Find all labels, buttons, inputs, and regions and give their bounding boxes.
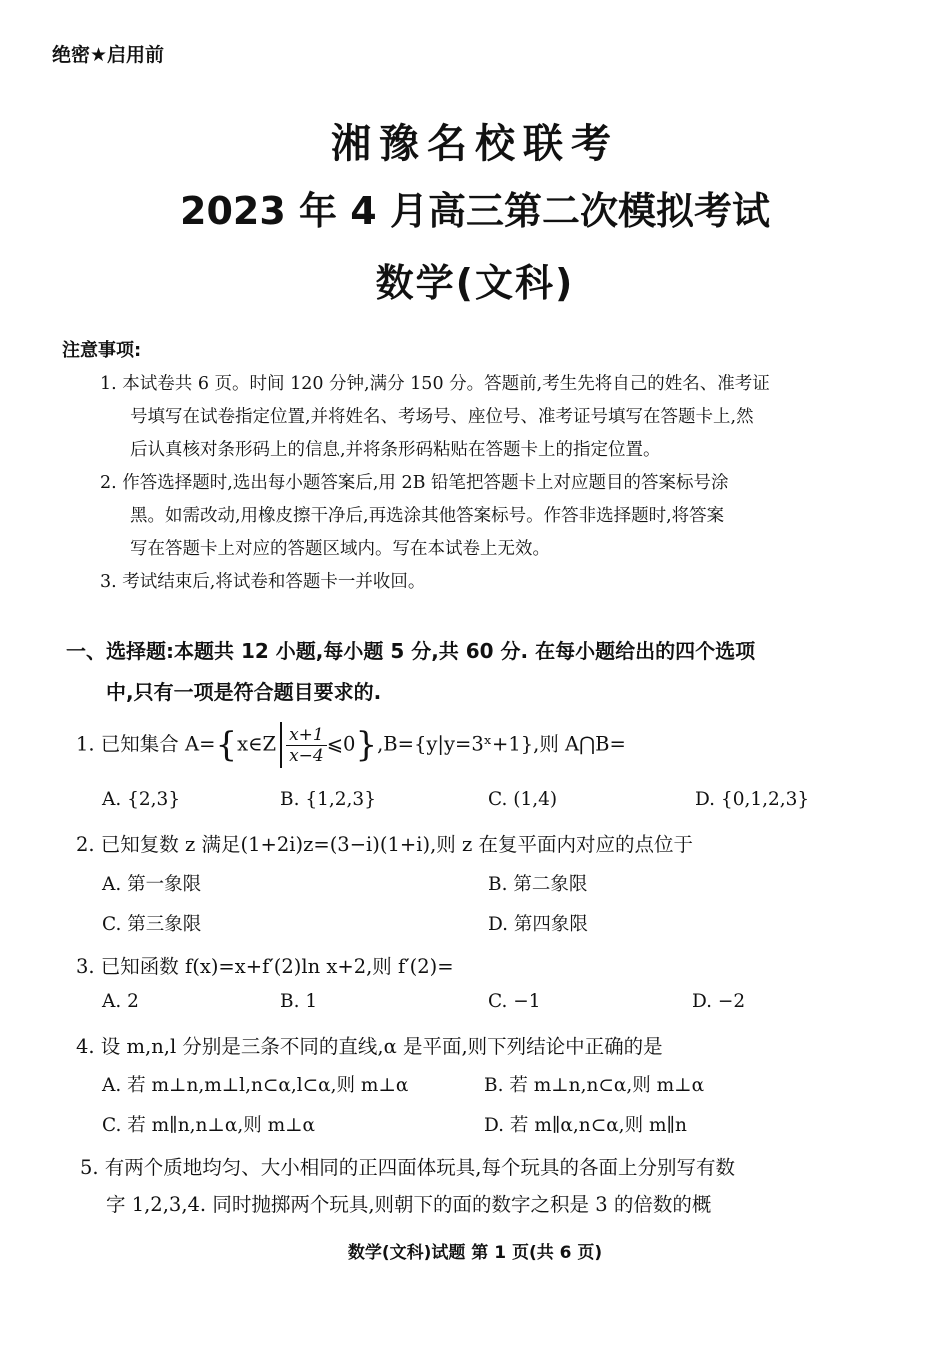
question-5-stem-line-1: 5. 有两个质地均匀、大小相同的正四面体玩具,每个玩具的各面上分别写有数	[80, 1156, 736, 1179]
q1-fraction-numerator: x+1	[286, 725, 327, 746]
q3-option-a: A. 2	[102, 991, 139, 1012]
q1-inequality: ⩽0	[326, 732, 356, 756]
exam-title: 2023 年 4 月高三第二次模拟考试	[180, 189, 770, 233]
question-5-stem-line-2: 字 1,2,3,4. 同时抛掷两个玩具,则朝下的面的数字之积是 3 的倍数的概	[106, 1193, 712, 1216]
notice-item-3: 3. 考试结束后,将试卷和答题卡一并收回。	[100, 572, 426, 592]
notice-item-2-line-3: 写在答题卡上对应的答题区域内。写在本试卷上无效。	[130, 539, 550, 559]
subject-title: 数学(文科)	[375, 261, 575, 305]
section-heading-line-1: 一、选择题:本题共 12 小题,每小题 5 分,共 60 分. 在每小题给出的四个选项	[66, 639, 756, 663]
q1-option-b: B. {1,2,3}	[280, 789, 376, 810]
section-heading-line-2: 中,只有一项是符合题目要求的.	[106, 680, 382, 704]
question-3-stem: 3. 已知函数 f(x)=x+f′(2)ln x+2,则 f′(2)=	[76, 955, 454, 978]
q2-option-b: B. 第二象限	[488, 874, 588, 895]
notice-item-2-line-1: 2. 作答选择题时,选出每小题答案后,用 2B 铅笔把答题卡上对应题目的答案标号涂	[100, 473, 729, 493]
notice-item-2-line-2: 黑。如需改动,用橡皮擦干净后,再选涂其他答案标号。作答非选择题时,将答案	[130, 506, 725, 526]
q2-option-c: C. 第三象限	[102, 914, 202, 935]
q1-option-d: D. {0,1,2,3}	[695, 789, 810, 810]
q4-option-a: A. 若 m⊥n,m⊥l,n⊂α,l⊂α,则 m⊥α	[102, 1075, 409, 1096]
q1-option-a: A. {2,3}	[102, 789, 181, 810]
question-4-stem: 4. 设 m,n,l 分别是三条不同的直线,α 是平面,则下列结论中正确的是	[76, 1035, 663, 1058]
notice-heading: 注意事项:	[62, 340, 142, 361]
q4-option-c: C. 若 m∥n,n⊥α,则 m⊥α	[102, 1115, 316, 1136]
q1-set-element: x∈Z	[237, 732, 277, 756]
q3-option-d: D. −2	[692, 991, 746, 1012]
q4-option-d: D. 若 m∥α,n⊂α,则 m∥n	[484, 1115, 687, 1136]
q1-fraction	[286, 725, 327, 766]
q3-option-b: B. 1	[280, 991, 318, 1012]
q2-option-d: D. 第四象限	[488, 914, 588, 935]
q1-prefix: 1. 已知集合 A=	[76, 732, 216, 756]
question-1-stem	[76, 722, 626, 768]
notice-body	[100, 368, 900, 599]
q1-option-c: C. (1,4)	[488, 789, 558, 810]
page-footer: 数学(文科)试题 第 1 页(共 6 页)	[347, 1243, 603, 1263]
confidential-mark: 绝密★启用前	[52, 44, 165, 66]
question-2-stem: 2. 已知复数 z 满足(1+2i)z=(3−i)(1+i),则 z 在复平面内对应的点位于	[76, 833, 693, 856]
q2-option-a: A. 第一象限	[102, 874, 202, 895]
q3-option-c: C. −1	[488, 991, 541, 1012]
set-divider	[280, 722, 282, 768]
left-brace: {	[215, 725, 238, 765]
q4-option-b: B. 若 m⊥n,n⊂α,则 m⊥α	[484, 1075, 705, 1096]
notice-item-1-line-2: 号填写在试卷指定位置,并将姓名、考场号、座位号、准考证号填写在答题卡上,然	[130, 407, 754, 427]
exam-organizer-title: 湘豫名校联考	[331, 121, 619, 167]
right-brace: }	[355, 725, 378, 765]
notice-item-1-line-3: 后认真核对条形码上的信息,并将条形码粘贴在答题卡上的指定位置。	[130, 440, 661, 460]
notice-item-1-line-1: 1. 本试卷共 6 页。时间 120 分钟,满分 150 分。答题前,考生先将自己的姓名、准考证	[100, 374, 770, 394]
q1-rest: ,B={y|y=3ˣ+1},则 A⋂B=	[377, 732, 626, 756]
q1-fraction-denominator: x−4	[289, 745, 324, 766]
